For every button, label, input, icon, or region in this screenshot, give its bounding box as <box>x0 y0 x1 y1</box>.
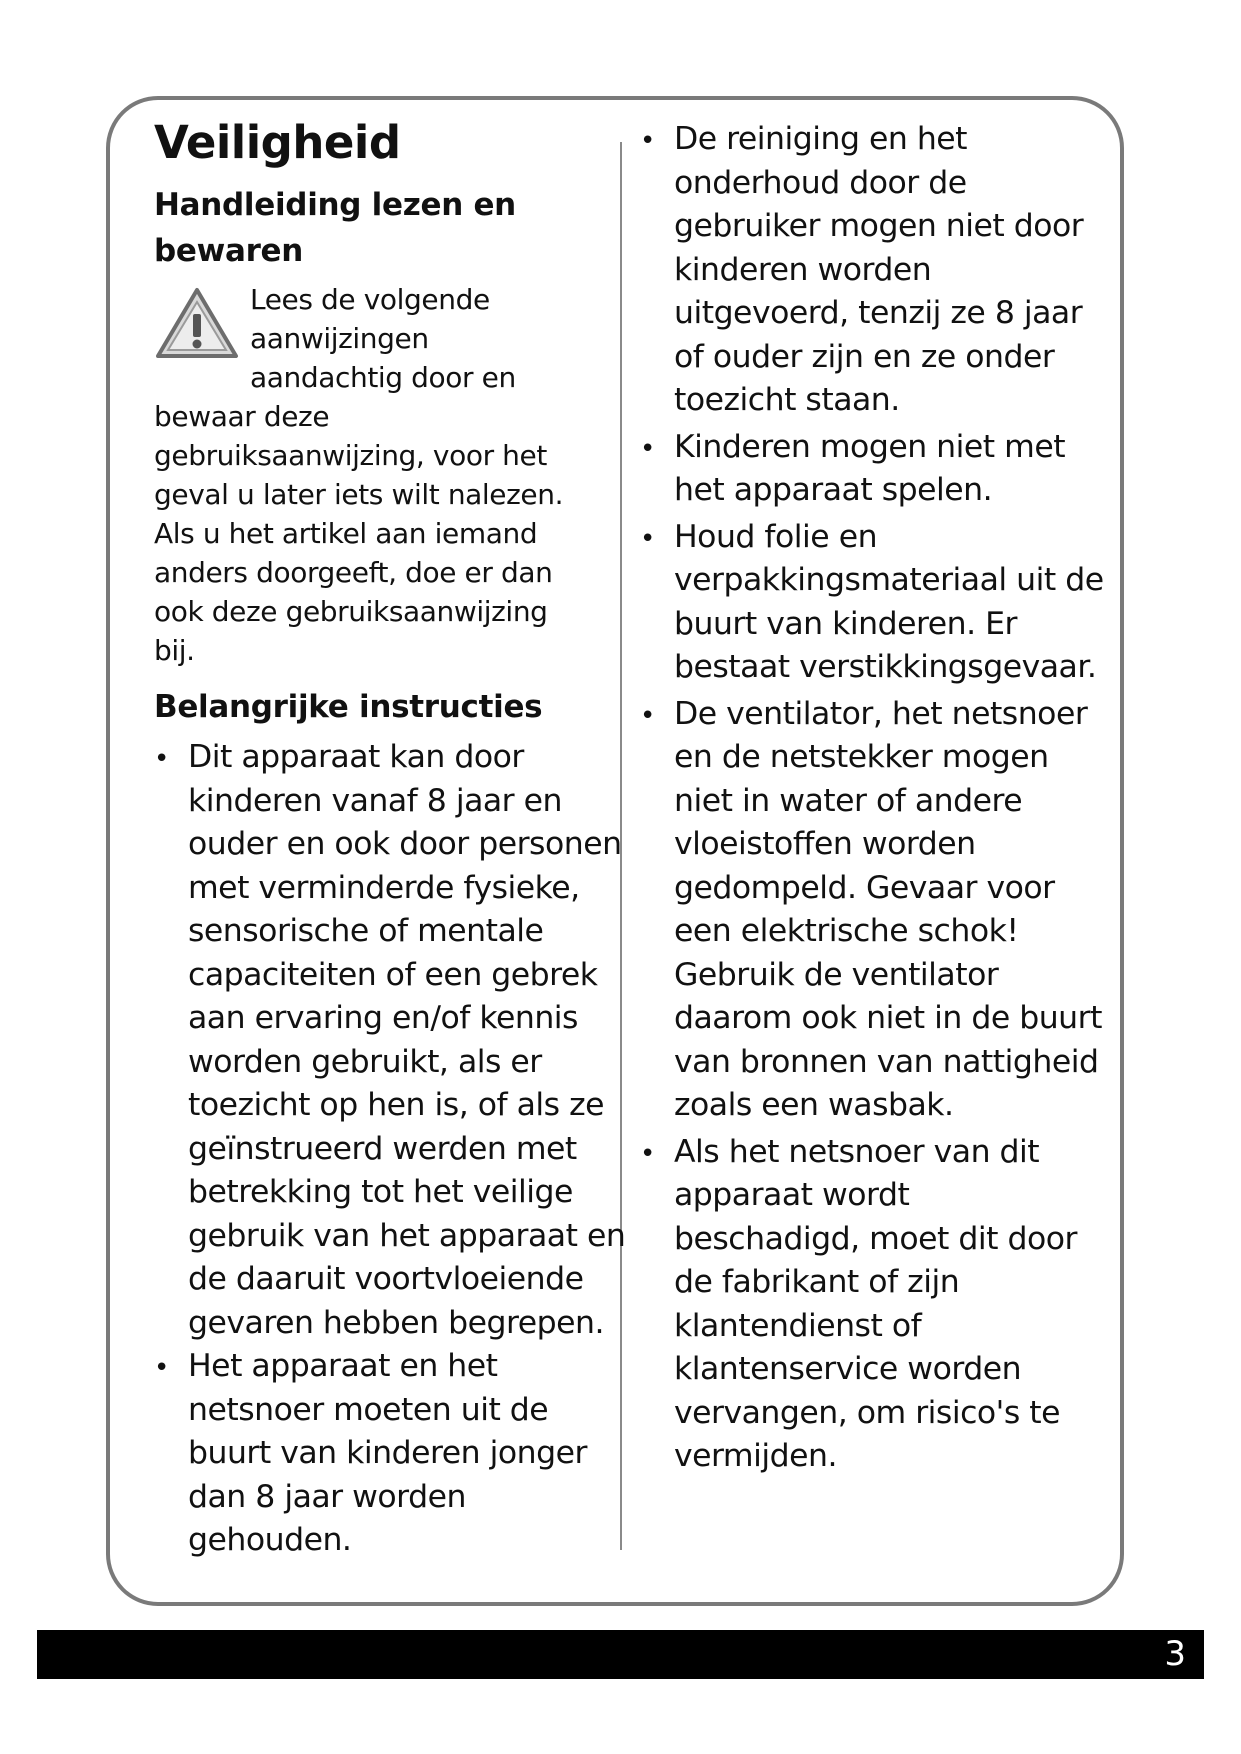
warning-triangle-icon <box>154 284 240 370</box>
manual-text: Lees de volgende aanwijzingen aandachtig door en bewaar deze gebruiksaanwijzing, voor het geval u later iets wilt nalezen. Als u het artikel aan iemand anders doorgeeft, doe er dan ook deze gebruiksaanwijzing bij. <box>154 283 564 667</box>
section-title: Veiligheid <box>154 116 401 169</box>
list-item: • Kinderen mogen niet met het apparaat spelen. <box>640 426 1104 513</box>
list-item: • Dit apparaat kan door kinderen vanaf 8 jaar en ouder en ook door personen met verminderde fysieke, sensorische of mentale capaciteiten of een gebrek aan ervaring en/of kennis worden gebruikt, als er toezicht op hen is, of als ze geïnstrueerd werden met betrekking tot het veilige gebruik van het apparaat en de daaruit voortvloeiende gevaren hebben begrepen. <box>154 736 628 1345</box>
right-instruction-list <box>640 118 1104 1479</box>
list-item: • Het apparaat en het netsnoer moeten uit de buurt van kinderen jonger dan 8 jaar worden gehouden. <box>154 1345 628 1563</box>
list-item: • De reiniging en het onderhoud door de gebruiker mogen niet door kinderen worden uitgevoerd, tenzij ze 8 jaar of ouder zijn en ze onder toezicht staan. <box>640 118 1104 423</box>
manual-paragraph <box>154 280 584 670</box>
list-item: • Houd folie en verpakkingsmateriaal uit de buurt van kinderen. Er bestaat verstikkingsgevaar. <box>640 516 1104 690</box>
list-item: • Als het netsnoer van dit apparaat wordt beschadigd, moet dit door de fabrikant of zijn klantendienst of klantenservice worden vervangen, om risico's te vermijden. <box>640 1131 1104 1479</box>
page-number: 3 <box>1164 1634 1186 1674</box>
footer-bar <box>37 1630 1204 1679</box>
right-column <box>640 118 1104 1479</box>
left-instruction-list <box>154 736 626 1563</box>
manual-heading: Handleiding lezen en bewaren <box>154 187 516 269</box>
left-column <box>154 112 626 1563</box>
list-item: • De ventilator, het netsnoer en de netstekker mogen niet in water of andere vloeistoffen worden gedompeld. Gevaar voor een elektrische schok! Gebruik de ventilator daarom ook niet in de buurt van bronnen van nattigheid zoals een wasbak. <box>640 693 1104 1128</box>
instructions-heading: Belangrijke instructies <box>154 689 543 725</box>
